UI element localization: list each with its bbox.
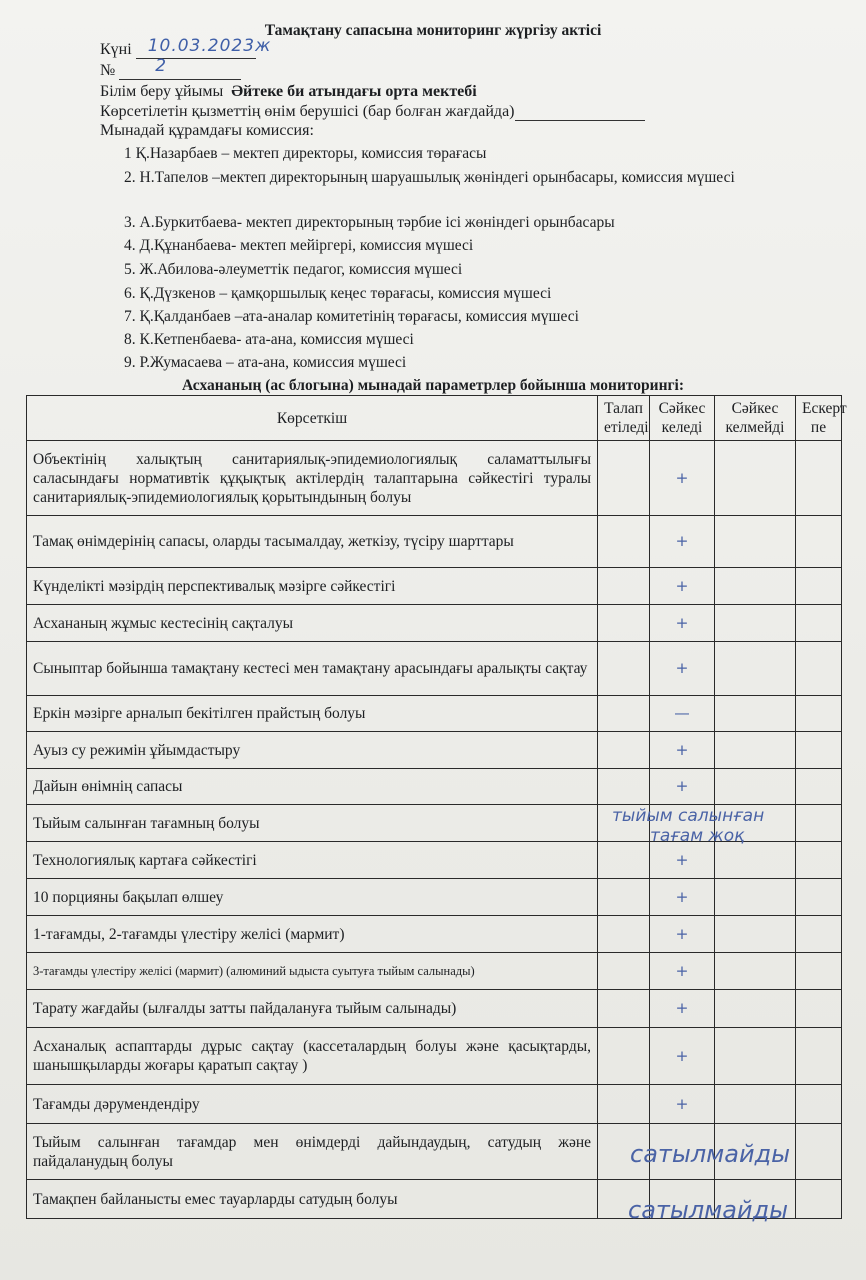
required-cell [598,441,650,516]
col-header-note: Ескерт пе [796,396,842,441]
criterion-cell: Объектінің халықтың санитариялық-эпидемиологиялық саламаттылығы саласындағы нормативтік құқықтық актілердің талаптарына сәйкестігі туралы санитариялық-эпидемиологиялық қорытындының болуы [27,441,598,516]
table-row [27,990,842,1028]
table-row [27,1028,842,1085]
compliant-mark: — [650,696,715,732]
document-title: Тамақтану сапасына мониторинг жүргізу актісі [264,22,602,39]
member-8: 8. К.Кетпенбаева- ата-ана, комиссия мүшесі [124,331,414,348]
compliant-mark: + [650,990,715,1028]
note-cell [796,441,842,516]
criterion-cell: 3-тағамды үлестіру желісі (мармит) (алюминий ыдыста суытуға тыйым салынады) [27,953,598,990]
criterion-cell: Асхананың жұмыс кестесінің сақталуы [27,605,598,642]
number-label: № [100,62,116,79]
org-label: Білім беру ұйымы [100,83,224,100]
member-6: 6. Қ.Дүзкенов – қамқоршылық кеңес төрағасы, комиссия мүшесі [124,285,552,302]
compliant-mark: + [650,605,715,642]
criterion-cell: Дайын өнімнің сапасы [27,769,598,805]
provider-label: Көрсетілетін қызметтің өнім берушісі (бар болған жағдайда) [100,103,515,120]
member-5: 5. Ж.Абилова-әлеуметтік педагог, комиссия мүшесі [124,261,463,278]
date-value: 10.03.2023ж [147,36,272,56]
criterion-cell: Ауыз су режимін ұйымдастыру [27,732,598,769]
handwritten-note-forbidden-1: тыйым салынған [612,806,765,826]
criterion-cell: Тыйым салынған тағамның болуы [27,805,598,842]
table-row [27,696,842,732]
criterion-cell: Тағамды дәрумендендіру [27,1085,598,1124]
table-row [27,916,842,953]
criterion-cell: Еркін мәзірге арналып бекітілген прайстың болуы [27,696,598,732]
compliant-mark: + [650,568,715,605]
handwritten-note-sale: сатылмайды [630,1140,791,1168]
compliant-mark: + [650,953,715,990]
col-header-required: Талап етіледі [598,396,650,441]
provider-field [515,106,645,121]
handwritten-note-forbidden-2: тағам жоқ [650,826,745,846]
org-line [100,83,477,101]
member-1: 1 Қ.Назарбаев – мектеп директоры, комиссия төрағасы [124,145,487,162]
date-line [100,36,272,59]
criterion-cell: Тамақ өнімдерінің сапасы, оларды тасымалдау, жеткізу, түсіру шарттары [27,516,598,568]
compliant-mark: + [650,1028,715,1085]
provider-line [100,103,645,121]
number-line [100,56,241,80]
header-row [27,396,842,441]
number-value: 2 [155,56,168,76]
table-row [27,516,842,568]
table-row [27,769,842,805]
table-row [27,605,842,642]
compliant-mark: + [650,769,715,805]
table-row [27,642,842,696]
compliant-mark: + [650,441,715,516]
table-row [27,953,842,990]
criterion-cell: Күнделікті мәзірдің перспективалық мәзірге сәйкестігі [27,568,598,605]
criterion-cell: Сыныптар бойынша тамақтану кестесі мен тамақтану арасындағы аралықты сақтау [27,642,598,696]
compliant-mark: + [650,916,715,953]
criterion-cell: Тамақпен байланысты емес тауарларды сатудың болуы [27,1180,598,1219]
compliant-mark: + [650,732,715,769]
compliant-mark: + [650,879,715,916]
compliant-mark: + [650,516,715,568]
date-field [136,36,272,59]
table-row [27,842,842,879]
noncompliant-cell [715,441,796,516]
member-4: 4. Д.Құнанбаева- мектеп мейіргері, комиссия мүшесі [124,237,474,254]
compliant-mark: + [650,1085,715,1124]
table-row [27,879,842,916]
criterion-cell: Асханалық аспаптарды дұрыс сақтау (кассеталардың болуы және қасықтарды, шанышқыларды жоғары қаратып сақтау ) [27,1028,598,1085]
member-2: 2. Н.Тапелов –мектеп директорының шаруашылық жөніндегі орынбасары, комиссия мүшесі [124,169,735,186]
compliant-mark: + [650,842,715,879]
member-9: 9. Р.Жумасаева – ата-ана, комиссия мүшесі [124,354,407,371]
criterion-cell: Тыйым салынған тағамдар мен өнімдерді дайындаудың, сатудың және пайдаланудың болуы [27,1124,598,1180]
col-header-noncompliant: Сәйкес келмейді [715,396,796,441]
criterion-cell: 10 порцияны бақылап өлшеу [27,879,598,916]
commission-label: Мынадай құрамдағы комиссия: [100,122,314,139]
number-field [119,56,241,80]
col-header-compliant: Сәйкес келеді [650,396,715,441]
compliant-mark: + [650,642,715,696]
table-row [27,441,842,516]
criterion-cell: Тарату жағдайы (ылғалды затты пайдалануға тыйым салынады) [27,990,598,1028]
col-header-indicator: Көрсеткіш [27,396,598,441]
org-name: Әйтеке би атындағы орта мектебі [231,83,477,100]
member-7: 7. Қ.Қалданбаев –ата-аналар комитетінің төрағасы, комиссия мүшесі [124,308,579,325]
handwritten-note-nonfood: сатылмайды [628,1196,789,1224]
table-row [27,1085,842,1124]
criterion-cell: Технологиялық картаға сәйкестігі [27,842,598,879]
member-3: 3. А.Буркитбаева- мектеп директорының тәрбие ісі жөніндегі орынбасары [124,214,615,231]
table-row [27,568,842,605]
date-label: Күні [100,41,132,58]
table-row [27,732,842,769]
criterion-cell: 1-тағамды, 2-тағамды үлестіру желісі (мармит) [27,916,598,953]
table-title: Асхананың (ас блогына) мынадай параметрлер бойынша мониторингі: [181,377,685,394]
